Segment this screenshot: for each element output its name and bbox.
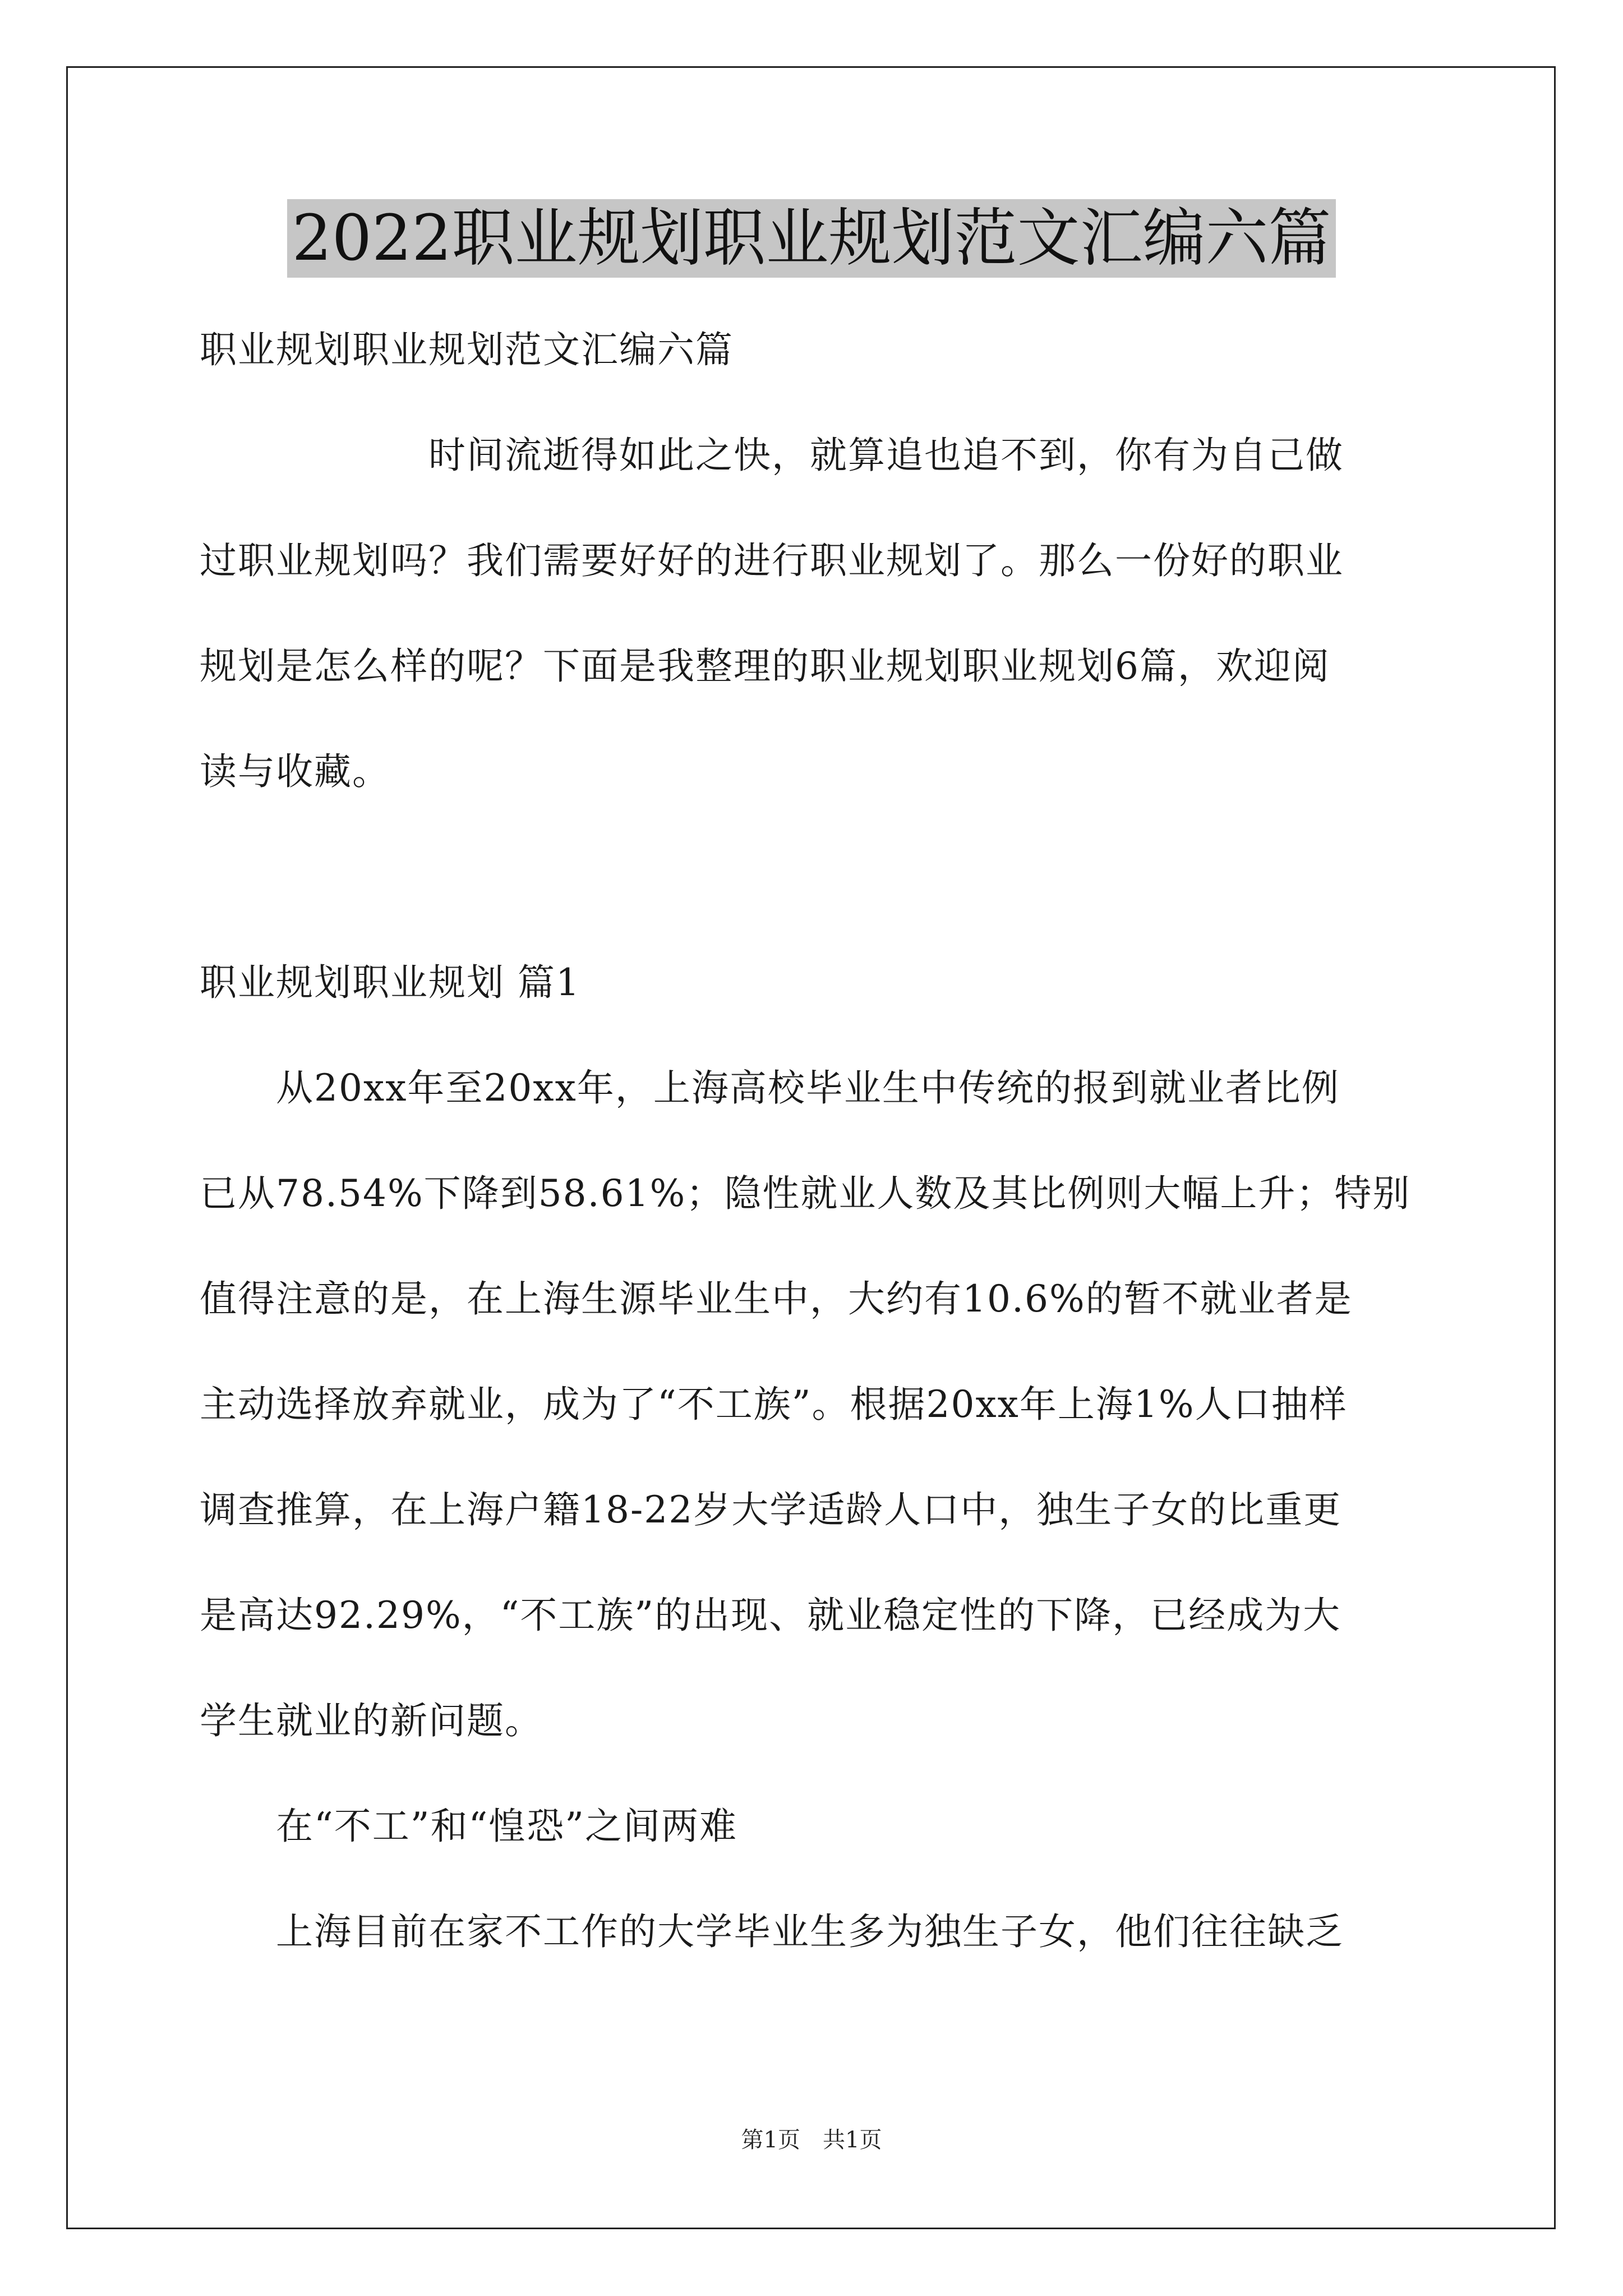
section-heading: 职业规划职业规划 篇1 bbox=[200, 961, 580, 1004]
title-container bbox=[0, 199, 1623, 278]
body-line: 主动选择放弃就业，成为了“不工族”。根据20xx年上海1%人口抽样 bbox=[200, 1383, 1348, 1426]
blank-line bbox=[200, 825, 1428, 930]
body-line: 规划是怎么样的呢？下面是我整理的职业规划职业规划6篇，欢迎阅 bbox=[200, 645, 1330, 688]
subheading-line: 在“不工”和“惶恐”之间两难 bbox=[200, 1805, 737, 1848]
body-line: 读与收藏。 bbox=[200, 750, 390, 793]
body-line: 从20xx年至20xx年，上海高校毕业生中传统的报到就业者比例 bbox=[200, 1066, 1340, 1110]
document-body bbox=[200, 297, 1428, 1985]
page-footer: 第1页 共1页 bbox=[741, 2127, 882, 2153]
body-line: 是高达92.29%，“不工族”的出现、就业稳定性的下降，已经成为大 bbox=[200, 1594, 1341, 1637]
body-line: 值得注意的是，在上海生源毕业生中，大约有10.6%的暂不就业者是 bbox=[200, 1277, 1353, 1320]
subtitle-line: 职业规划职业规划范文汇编六篇 bbox=[200, 328, 734, 371]
document-title: 2022职业规划职业规划范文汇编六篇 bbox=[287, 199, 1335, 278]
body-line: 过职业规划吗？我们需要好好的进行职业规划了。那么一份好的职业 bbox=[200, 539, 1344, 582]
body-line: 学生就业的新问题。 bbox=[200, 1699, 543, 1742]
body-line: 调查推算，在上海户籍18-22岁大学适龄人口中，独生子女的比重更 bbox=[200, 1488, 1342, 1531]
body-line: 已从78.54%下降到58.61%；隐性就业人数及其比例则大幅上升；特别 bbox=[200, 1172, 1411, 1215]
body-line: 上海目前在家不工作的大学毕业生多为独生子女，他们往往缺乏 bbox=[200, 1910, 1344, 1953]
body-line: 时间流逝得如此之快，就算追也追不到，你有为自己做 bbox=[200, 434, 1344, 477]
